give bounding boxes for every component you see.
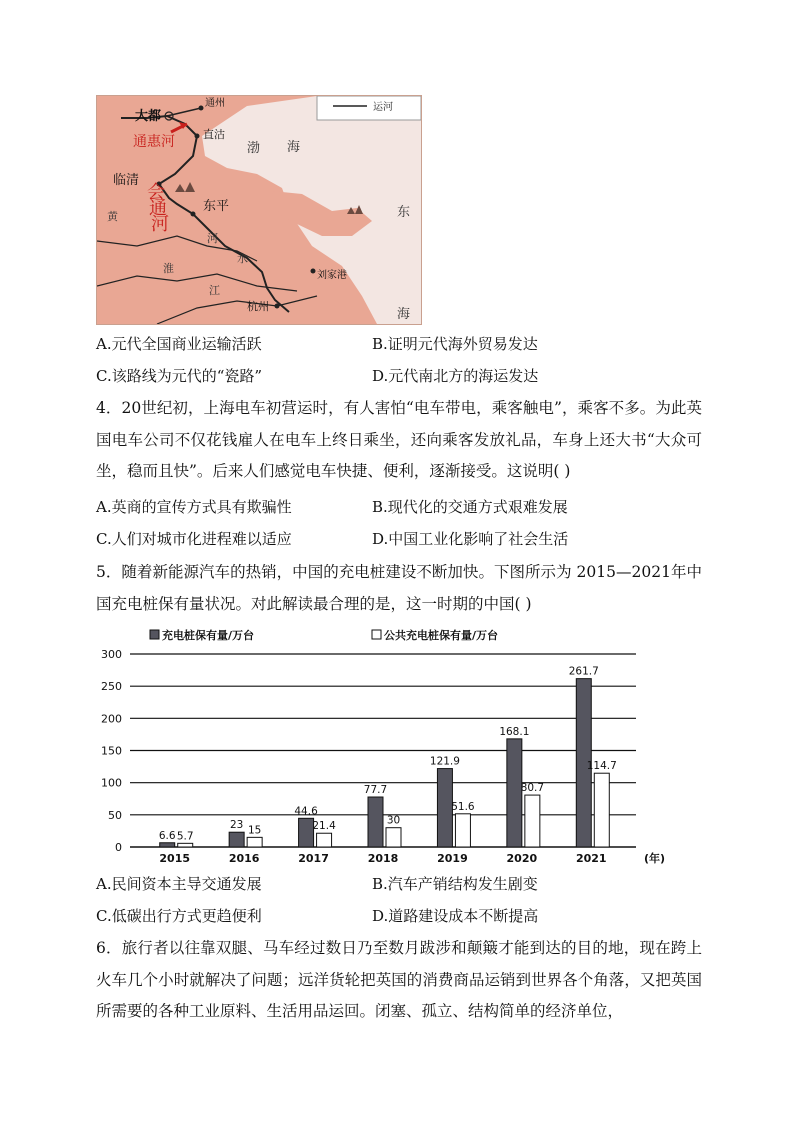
label-he: 河	[207, 232, 218, 245]
data-label-public: 21.4	[312, 820, 336, 833]
q4-stem: 4．20世纪初，上海电车初营运时，有人害怕“电车带电，乘客触电”，乘客不多。为此英国电车公司不仅花钱雇人在电车上终日乘坐，还向乘客发放礼品，车身上还大书“大众可坐，稳而且快”。后来人们感觉电车快捷、便利，逐渐接受。这说明( )	[96, 399, 702, 480]
y-tick-label: 100	[101, 776, 122, 790]
bar-public	[594, 773, 609, 847]
q3-options-row1	[96, 333, 716, 357]
bar-public	[178, 843, 193, 847]
bar-total	[229, 832, 244, 847]
label-shui: 水	[237, 252, 248, 265]
label-huitonghe-3: 河	[151, 214, 169, 235]
x-tick-label: 2015	[159, 852, 191, 865]
data-label-total: 23	[229, 819, 244, 832]
data-label-total: 261.7	[568, 665, 599, 678]
x-tick-label: 2018	[367, 852, 399, 865]
q5-stem: 5．随着新能源汽车的热销，中国的充电桩建设不断加快。下图所示为 2015—2021年中国充电桩保有量状况。对此解读最合理的是，这一时期的中国( )	[96, 563, 702, 613]
zhigu-marker	[195, 134, 200, 139]
x-tick-label: 2017	[298, 852, 329, 865]
label-huitonghe-2: 通	[149, 198, 167, 219]
x-tick-label: 2020	[506, 852, 538, 865]
label-tongzhou: 通州	[205, 98, 225, 109]
legend-label: 运河	[373, 102, 393, 113]
q5-options-row1	[96, 873, 716, 897]
q4-option-c: C.人们对城市化进程难以适应	[96, 530, 292, 548]
q5-option-d: D.道路建设成本不断提高	[372, 907, 539, 925]
bar-total	[299, 818, 314, 847]
q3-options-row2	[96, 365, 716, 389]
label-tonghuihe: 通惠河	[133, 134, 175, 150]
chart-x-ticks	[159, 852, 606, 865]
data-label-public: 80.7	[520, 782, 545, 795]
bar-total	[507, 739, 522, 847]
label-huitonghe-1: 会	[147, 182, 165, 203]
q4-options-row1	[96, 496, 716, 520]
data-label-total: 168.1	[499, 725, 530, 738]
bar-total	[160, 843, 175, 847]
label-jiang: 江	[209, 284, 220, 297]
bar-total	[368, 797, 383, 847]
q4-option-d: D.中国工业化影响了社会生活	[372, 530, 569, 548]
data-label-total: 121.9	[429, 755, 460, 768]
q3-option-d: D.元代南北方的海运发达	[372, 367, 539, 385]
q3-option-c: C.该路线为元代的“瓷路”	[96, 367, 263, 385]
data-label-public: 15	[247, 824, 262, 837]
yuan-canal-map	[96, 95, 422, 325]
dongping-marker	[191, 212, 196, 217]
q4-option-b: B.现代化的交通方式艰难发展	[372, 498, 568, 516]
label-dong: 东	[397, 205, 411, 220]
legend-label-total: 充电桩保有量/万台	[162, 629, 255, 642]
data-label-total: 44.6	[294, 805, 318, 818]
hangzhou-marker	[275, 304, 280, 309]
label-hangzhou: 杭州	[247, 300, 269, 313]
label-bohai: 渤	[247, 141, 261, 156]
y-tick-label: 0	[115, 841, 122, 854]
q4-options-row2	[96, 528, 716, 552]
map-legend-box	[317, 96, 421, 120]
map-svg	[97, 96, 421, 324]
x-tick-label: 2019	[437, 852, 468, 865]
legend-swatch-total	[150, 630, 159, 639]
chart-bars	[159, 666, 617, 847]
bar-public	[455, 814, 470, 847]
label-zhigu: 直沽	[203, 128, 225, 141]
y-tick-label: 50	[108, 808, 122, 822]
q4-option-a: A.英商的宣传方式具有欺骗性	[96, 498, 292, 516]
data-label-public: 114.7	[586, 760, 617, 773]
q6-stem: 6．旅行者以往靠双腿、马车经过数日乃至数月跋涉和颠簸才能到达的目的地，现在跨上火车几个小时就解决了问题；远洋货轮把英国的消费商品运销到世界各个角落，又把英国所需要的各种工业原料、生活用品运回。闭塞、孤立、结构简单的经济单位，	[96, 939, 702, 1020]
data-label-public: 5.7	[176, 830, 194, 843]
y-tick-label: 200	[101, 712, 122, 726]
q5-options-row2	[96, 905, 716, 929]
tongzhou-marker	[199, 106, 204, 111]
q5-option-a: A.民间资本主导交通发展	[96, 875, 262, 893]
q3-option-b: B.证明元代海外贸易发达	[372, 335, 538, 353]
q3-option-a: A.元代全国商业运输活跃	[96, 335, 262, 353]
label-hai2: 海	[397, 307, 411, 322]
data-label-public: 51.6	[451, 800, 475, 813]
label-bohai-hai: 海	[287, 140, 301, 155]
y-tick-label: 250	[101, 680, 122, 694]
data-label-total: 77.7	[363, 784, 388, 797]
liujiagang-marker	[311, 269, 316, 274]
y-tick-label: 300	[101, 648, 122, 661]
charging-pile-bar-chart	[96, 622, 716, 872]
label-dadu: 大都	[135, 109, 162, 124]
label-huai: 淮	[163, 262, 174, 275]
bar-public	[317, 833, 332, 847]
bar-total	[437, 769, 452, 847]
y-tick-label: 150	[101, 744, 122, 758]
label-liujiagang: 刘家港	[317, 270, 347, 281]
bar-public	[386, 828, 401, 847]
x-tick-label: 2021	[575, 852, 607, 865]
data-label-public: 30	[386, 814, 401, 827]
chart-legend	[150, 628, 498, 642]
chart-y-ticks	[101, 648, 122, 854]
label-huang: 黄	[107, 210, 118, 223]
q5-option-b: B.汽车产销结构发生剧变	[372, 875, 538, 893]
bar-public	[247, 837, 262, 847]
data-label-total: 6.6	[158, 829, 176, 842]
label-linqing: 临清	[113, 173, 140, 188]
label-dongping: 东平	[203, 199, 230, 214]
legend-swatch-public	[372, 630, 381, 639]
q5-option-c: C.低碳出行方式更趋便利	[96, 907, 262, 925]
x-tick-label: 2016	[228, 852, 260, 865]
bar-public	[525, 795, 540, 847]
x-axis-unit: (年)	[644, 852, 666, 865]
legend-label-public: 公共充电桩保有量/万台	[384, 629, 499, 642]
